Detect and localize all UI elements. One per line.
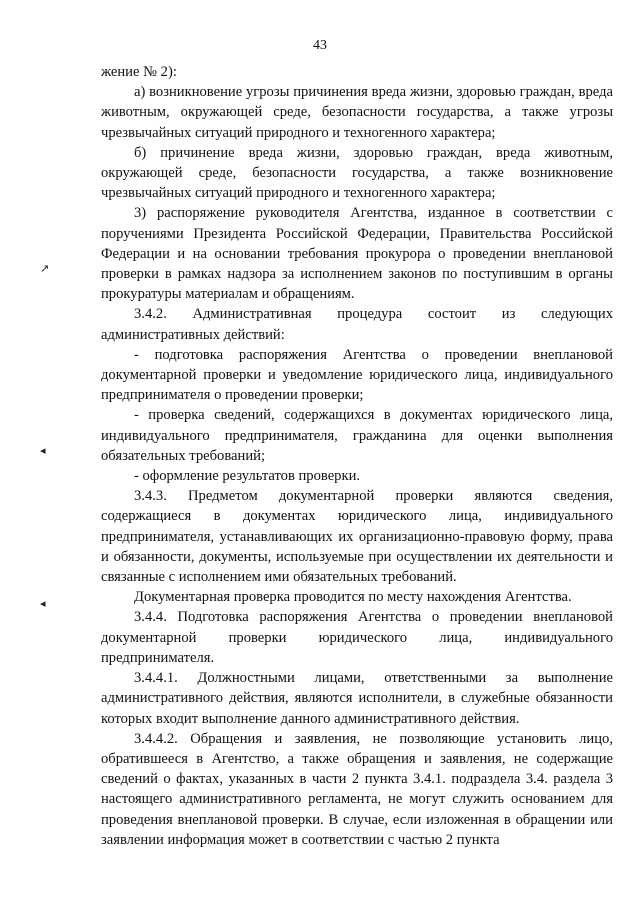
paragraph: - проверка сведений, содержащихся в документах юридического лица, индивидуального предпринимателя, гражданина для оценки выполнения обязательных требований; <box>101 407 613 464</box>
paragraph: 3) распоряжение руководителя Агентства, изданное в соответствии с поручениями Президента Российской Федерации, Правительства Российской Федерации и на основании требования прокурора о проведении внеплановой проверки в рамках надзора за исполнением законов по поступившим в органы прокуратуры материалам и обращениям. <box>101 205 613 303</box>
margin-mark-icon: ↗ <box>40 262 50 275</box>
paragraph: 3.4.4.1. Должностными лицами, ответственными за выполнение административного действия, являются исполнители, в служебные обязанности которых входит выполнение данного административного действия. <box>101 670 613 727</box>
paragraph: жение № 2): <box>101 64 177 80</box>
paragraph: 3.4.2. Административная процедура состоит из следующих административных действий: <box>101 306 613 343</box>
paragraph: 3.4.4.2. Обращения и заявления, не позволяющие установить лицо, обратившееся в Агентство, а также обращения и заявления, не содержащие сведений о фактах, указанных в части 2 пункта 3.4.1. подраздела 3.4. раздела 3 настоящего административного регламента, не могут служить основанием для проведения внеплановой проверки. В случае, если изложенная в обращении или заявлении информация может в соответствии с частью 2 пункта <box>101 730 613 848</box>
paragraph: 3.4.3. Предметом документарной проверки являются сведения, содержащиеся в документах юридического лица, индивидуального предпринимателя, устанавливающих их организационно-правовую форму, права и обязанности, документы, используемые при осуществлении их деятельности и связанные с исполнением ими обязательных требований. <box>101 488 613 586</box>
margin-mark-icon: ◂ <box>40 597 46 610</box>
margin-mark-icon: ◂ <box>40 444 46 457</box>
paragraph: а) возникновение угрозы причинения вреда жизни, здоровью граждан, вреда животным, окружающей среде, безопасности государства, а также угрозы чрезвычайных ситуаций природного и техногенного характера; <box>101 84 613 141</box>
paragraph: Документарная проверка проводится по месту нахождения Агентства. <box>134 589 572 606</box>
paragraph: - подготовка распоряжения Агентства о проведении внеплановой документарной проверки и уведомление юридического лица, индивидуального предпринимателя о проведении проверки; <box>101 346 613 404</box>
document-body <box>101 62 613 850</box>
paragraph: 3.4.4. Подготовка распоряжения Агентства о проведении внеплановой документарной проверки юридического лица, индивидуального предпринимателя. <box>101 609 613 666</box>
paragraph: б) причинение вреда жизни, здоровью граждан, вреда животным, окружающей среде, безопасности государства, а также возникновение чрезвычайных ситуаций природного и техногенного характера; <box>101 144 613 202</box>
paragraph: - оформление результатов проверки. <box>134 468 361 485</box>
page-number: 43 <box>313 38 327 53</box>
